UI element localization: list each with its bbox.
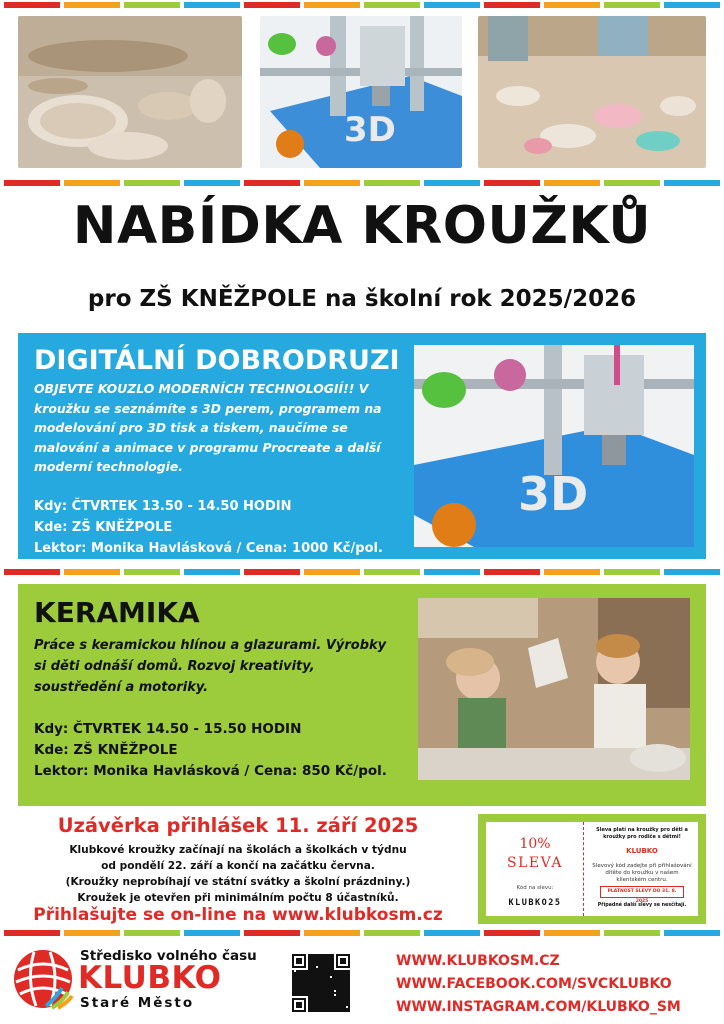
page-subtitle: pro ZŠ KNĚŽPOLE na školní rok 2025/2026 [87, 286, 637, 312]
strip-segment [124, 569, 180, 575]
strip-segment [64, 180, 120, 186]
svg-text:3D: 3D [518, 467, 589, 521]
strip-segment [364, 2, 420, 8]
page-title: NABÍDKA KROUŽKŮ [72, 196, 652, 256]
strip-segment [604, 569, 660, 575]
note-line: Kroužek je otevřen při minimálním počtu 8 účastníků. [77, 892, 399, 904]
strip-segment [664, 930, 720, 936]
strip-segment [304, 930, 360, 936]
3d-printer-image [414, 345, 694, 547]
strip-segment [544, 180, 600, 186]
strip-segment [4, 569, 60, 575]
note-line: Klubkové kroužky začínají na školách a školkách v týdnu [69, 844, 407, 856]
footer-links [396, 950, 716, 1019]
strip-segment [424, 2, 480, 8]
photo-pottery [18, 16, 242, 168]
strip-segment [4, 930, 60, 936]
photo-3d-printer [260, 16, 462, 168]
voucher-left [486, 822, 584, 916]
course-info [34, 496, 383, 559]
voucher-percent: 10% [519, 836, 551, 852]
strip-segment [604, 180, 660, 186]
course-panel-digital [18, 333, 706, 559]
voucher-label: SLEVA [507, 855, 563, 871]
course-photo-ceramics [418, 598, 690, 780]
strip-segment [424, 569, 480, 575]
course-lector: Lektor: Monika Havlásková / Cena: 1000 Kč/pol. [34, 541, 383, 556]
strip-segment [4, 2, 60, 8]
strip-segment [184, 2, 240, 8]
strip-segment [544, 2, 600, 8]
voucher-valid-badge: PLATNOST SLEVY DO 31. 8. 2025 [600, 886, 684, 898]
voucher-bottom-text: Případné další slevy se nesčítají. [597, 903, 687, 908]
course-title: KERAMIKA [34, 596, 200, 629]
klubko-mini-logo [626, 842, 658, 858]
strip-segment [484, 2, 540, 8]
discount-voucher [478, 814, 706, 924]
voucher-code-label: Kód na slevu: [516, 885, 554, 891]
strip-segment [244, 930, 300, 936]
link-facebook[interactable]: WWW.FACEBOOK.COM/SVCKLUBKO [396, 976, 672, 992]
strip-segment [184, 569, 240, 575]
logo-name: KLUBKO [78, 960, 222, 996]
3d-printer-image [260, 16, 462, 168]
strip-segment [484, 569, 540, 575]
course-description: OBJEVTE KOUZLO MODERNÍCH TECHNOLOGIÍ!! V kroužku se seznámíte s 3D perem, programem na modelování pro 3D tisk a tiskem, naučíme se malování a animace v programu Procreate a další moderní technologie. [34, 381, 382, 474]
strip-segment [244, 180, 300, 186]
course-when: Kdy: ČTVRTEK 14.50 - 15.50 HODIN [34, 721, 302, 737]
voucher-top-text: Sleva platí na kroužky pro děti a kroužky pro rodiče s dětmi! [596, 827, 688, 840]
course-photo-3d-printer [414, 345, 694, 547]
deadline-text: Uzávěrka přihlášek 11. září 2025 [57, 814, 419, 837]
course-lector: Lektor: Monika Havlásková / Cena: 850 Kč/pol. [34, 763, 387, 779]
strip-segment [364, 569, 420, 575]
strip-segment [64, 930, 120, 936]
color-strip-middle [0, 569, 724, 575]
voucher-right [586, 822, 698, 916]
strip-segment [424, 930, 480, 936]
pottery-image [18, 16, 242, 168]
notes-block [18, 842, 458, 906]
note-line: od pondělí 22. září a končí na začátku června. [101, 860, 375, 872]
voucher-mid-text: Slevový kód zadejte při přihlašování dítěte do kroužku v našem klientském centru. [592, 863, 692, 883]
strip-segment [604, 2, 660, 8]
course-info [34, 719, 387, 782]
strip-segment [604, 930, 660, 936]
voucher-ticket [486, 822, 698, 916]
strip-segment [244, 569, 300, 575]
strip-segment [124, 2, 180, 8]
note-line: (Kroužky neprobíhají ve státní svátky a školní prázdniny.) [65, 876, 411, 888]
children-ceramics-image [418, 598, 690, 780]
children-clay-image [478, 16, 706, 168]
logo-bottom-text: Staré Město [80, 995, 195, 1011]
course-where: Kde: ZŠ KNĚŽPOLE [34, 742, 178, 758]
strip-segment [124, 180, 180, 186]
strip-segment [4, 180, 60, 186]
strip-segment [304, 180, 360, 186]
strip-segment [484, 180, 540, 186]
klubko-logo-icon [12, 948, 74, 1010]
strip-segment [184, 930, 240, 936]
voucher-code: KLUBKO25 [508, 898, 562, 908]
strip-segment [484, 930, 540, 936]
photo-children-clay [478, 16, 706, 168]
strip-segment [664, 2, 720, 8]
strip-segment [544, 569, 600, 575]
strip-segment [184, 180, 240, 186]
course-where: Kde: ZŠ KNĚŽPOLE [34, 520, 173, 535]
svg-text:3D: 3D [344, 110, 396, 150]
qr-code-icon[interactable] [292, 954, 350, 1012]
strip-segment [64, 2, 120, 8]
logo-top-text: Středisko volného času [80, 948, 257, 964]
strip-segment [244, 2, 300, 8]
strip-segment [364, 930, 420, 936]
course-when: Kdy: ČTVRTEK 13.50 - 14.50 HODIN [34, 499, 292, 514]
strip-segment [124, 930, 180, 936]
voucher-logo-name: KLUBKO [626, 847, 658, 855]
color-strip-footer [0, 930, 724, 936]
link-website[interactable]: WWW.KLUBKOSM.CZ [396, 953, 560, 969]
strip-segment [424, 180, 480, 186]
course-title: DIGITÁLNÍ DOBRODRUZI [34, 345, 400, 376]
strip-segment [304, 569, 360, 575]
strip-segment [304, 2, 360, 8]
strip-segment [364, 180, 420, 186]
strip-segment [544, 930, 600, 936]
strip-segment [664, 569, 720, 575]
link-instagram[interactable]: WWW.INSTAGRAM.COM/KLUBKO_SM [396, 999, 681, 1015]
color-strip-top [0, 2, 724, 8]
register-link[interactable]: Přihlašujte se on-line na www.klubkosm.cz [33, 905, 443, 925]
strip-segment [64, 569, 120, 575]
course-panel-ceramics [18, 584, 706, 806]
course-description: Práce s keramickou hlínou a glazurami. Výrobky si děti odnáší domů. Rozvoj kreativity, soustředění a motoriky. [34, 638, 387, 695]
color-strip-upper [0, 180, 724, 186]
strip-segment [664, 180, 720, 186]
